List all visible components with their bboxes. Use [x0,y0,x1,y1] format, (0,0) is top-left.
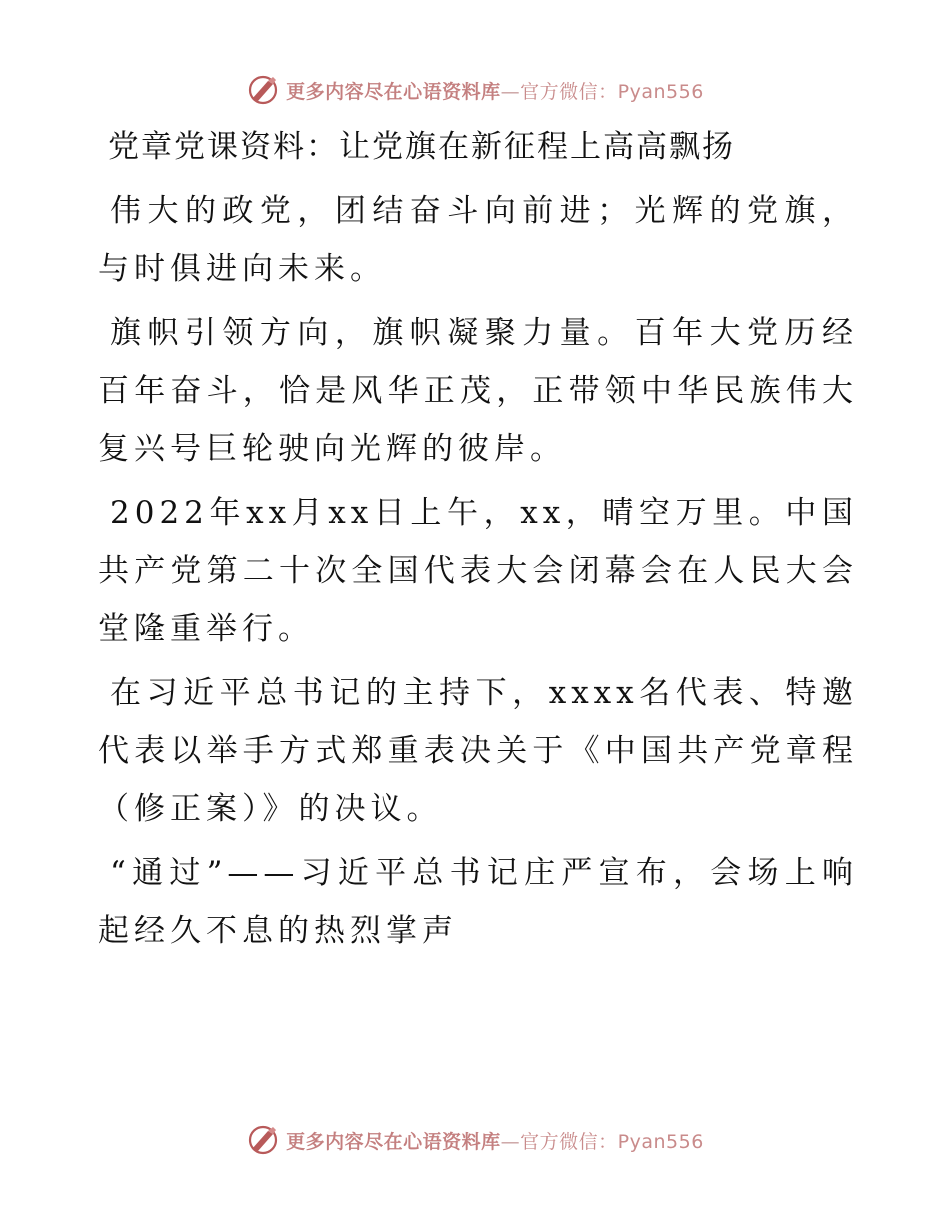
header-watermark [0,70,950,110]
paragraph-1: 伟大的政党，团结奋斗向前进；光辉的党旗，与时俱进向未来。 [98,193,858,287]
footer-watermark [0,1120,950,1160]
watermark-text [286,77,704,104]
paragraph-5: “通过”——习近平总书记庄严宣布，会场上响起经久不息的热烈掌声 [98,855,858,949]
watermark-separator: — [500,80,521,103]
pen-logo-icon [246,1123,280,1157]
watermark-text [286,1127,704,1154]
watermark-main: 更多内容尽在心语资料库 [286,1130,501,1153]
watermark-contact: 官方微信：Pyan556 [520,80,704,103]
watermark-main: 更多内容尽在心语资料库 [286,80,501,103]
paragraph-4: 在习近平总书记的主持下，xxxx名代表、特邀代表以举手方式郑重表决关于《中国共产党章程（修正案）》的决议。 [98,675,858,827]
paragraph-2: 旗帜引领方向，旗帜凝聚力量。百年大党历经百年奋斗，恰是风华正茂，正带领中华民族伟大复兴号巨轮驶向光辉的彼岸。 [98,315,858,467]
watermark-separator: — [500,1130,521,1153]
document-title: 党章党课资料：让党旗在新征程上高高飘扬 [108,129,735,165]
document-body [98,118,858,966]
paragraph-3: 2022年xx月xx日上午，xx，晴空万里。中国共产党第二十次全国代表大会闭幕会在人民大会堂隆重举行。 [98,495,858,647]
pen-logo-icon [246,73,280,107]
watermark-contact: 官方微信：Pyan556 [520,1130,704,1153]
